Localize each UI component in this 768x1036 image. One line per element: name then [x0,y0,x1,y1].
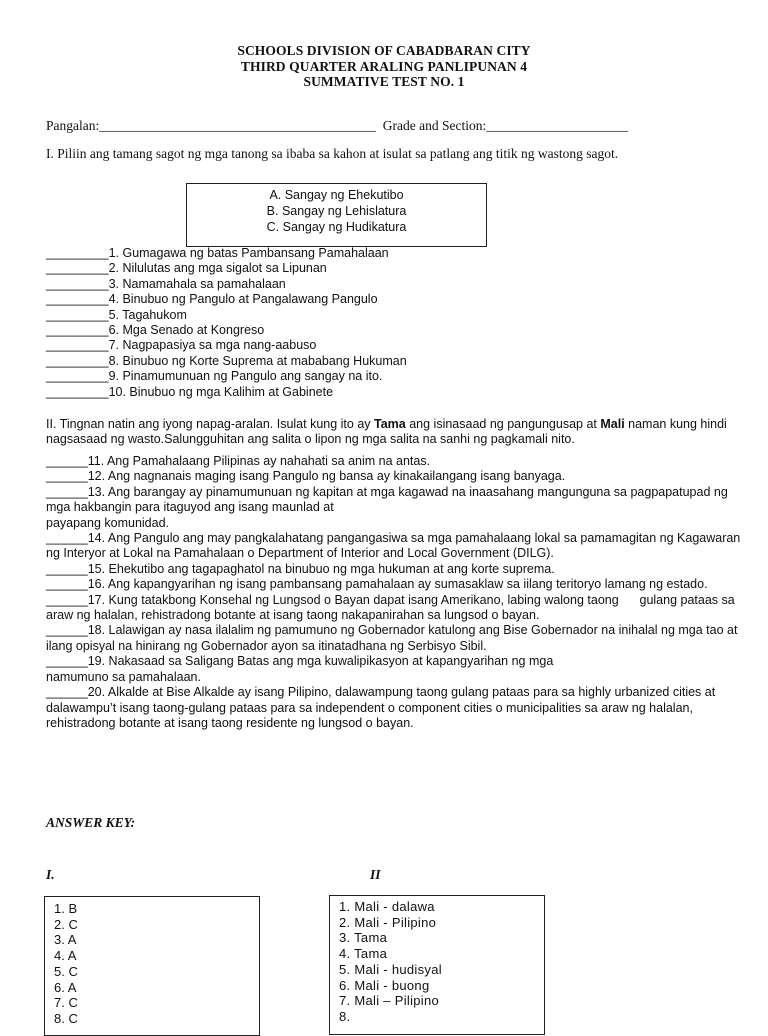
choice-a: A. Sangay ng Ehekutibo [269,188,404,202]
instruction-text-b: ang isinasaad ng pangungusap at [405,417,601,431]
answer-key-section2-label: II [370,867,381,882]
choice-c: C. Sangay ng Hudikatura [266,220,407,234]
answer-key-item: 3. Tama [339,930,388,946]
part1-item: _________7. Nagpapasiya sa mga nang-aabuso [46,338,317,353]
answer-key-box-part2 [329,895,545,1035]
part2-item: ______15. Ehekutibo ang tagapaghatol na binubuo ng mga hukuman at ang korte suprema. [46,561,555,576]
answer-key-item: 1. Mali - dalawa [339,899,435,914]
part2-instruction [46,417,736,448]
choices-box [186,183,487,247]
answer-key-title: ANSWER KEY: [46,815,136,830]
mali-keyword: Mali [600,417,625,431]
part2-item: ______14. Ang Pangulo ang may pangkalahatang pangangasiwa sa mga pamahalaang lokal sa pamamagitan ng Kagawaran ng Interyor at Lokal na Pamahalaan o Department of Interior and Local Government (DILG). [46,531,744,561]
part2-item: ______12. Ang nagnanais maging isang Pangulo ng bansa ay kinakailangang isang banyaga. [46,469,566,484]
part2-item: ______16. Ang kapangyarihan ng isang pambansang pamahalaan ay sumasaklaw sa iilang teritoryo lamang ng estado. [46,577,708,592]
part1-item: _________4. Binubuo ng Pangulo at Pangalawang Pangulo [46,292,378,307]
answer-key-item: 8. C [54,1010,78,1026]
part1-item: _________9. Pinamumunuan ng Pangulo ang sangay na ito. [46,369,383,384]
part1-instruction: I. Piliin ang tamang sagot ng mga tanong sa ibaba sa kahon at isulat sa patlang ang titik ng wastong sagot. [46,146,619,161]
answer-key-item: 6. Mali - buong [339,977,430,993]
part2-item: ______11. Ang Pamahalaang Pilipinas ay nahahati sa anim na antas. [46,454,431,468]
part2-item: ______13. Ang barangay ay pinamumunuan ng kapitan at mga kagawad na inaasahang mangunguna sa pagpapatupad ng mga hakbangin para itaguyod ang isang maunlad at payapang komunidad. [46,484,728,530]
part1-item: _________1. Gumagawa ng batas Pambansang Pamahalaan [46,246,389,260]
part1-item: _________10. Binubuo ng mga Kalihim at Gabinete [46,384,334,399]
part1-item: _________3. Namamahala sa pamahalaan [46,276,286,291]
answer-key-item: 6. A [54,979,77,995]
part2-item: ______19. Nakasaad sa Saligang Batas ang mga kuwalipikasyon at kapangyarihan ng mga namumuno sa pamahalaan. [46,654,554,684]
part1-item: _________8. Binubuo ng Korte Suprema at mababang Hukuman [46,353,407,368]
part1-items [46,246,407,400]
part1-item: _________2. Nilulutas ang mga sigalot sa Lipunan [46,261,327,276]
answer-key-item: 4. Tama [339,946,388,962]
part2-item: ______18. Lalawigan ay nasa ilalalim ng pamumuno ng Gobernador katulong ang Bise Gobernador na inihalal ng mga tao at ilang opisyal na hinirang ng Gobernador ayon sa itinatadhana ng Serbisyo Sibil. [46,623,741,653]
header-quarter: THIRD QUARTER ARALING PANLIPUNAN 4 [240,58,528,74]
answer-key-item: 2. C [54,916,78,932]
answer-key-item: 3. A [54,932,77,948]
header-test-title: SUMMATIVE TEST NO. 1 [303,74,465,89]
instruction-text-c: naman kung hindi nagsasaad ng wasto.Salungguhitan ang salita o lipon ng mga salita na sanhi ng pagkamali nito. [46,417,727,447]
answer-key-section1-label: I. [46,867,55,882]
answer-key-box-part1 [44,896,260,1036]
part2-item: ______17. Kung tatakbong Konsehal ng Lungsod o Bayan dapat isang Amerikano, labing walong taong gulang pataas sa araw ng halalan, rehistradong botante at isang taong nakapanirahan sa lungsod o bayan. [46,592,739,623]
answer-key-item: 4. A [54,948,77,964]
header-division: SCHOOLS DIVISION OF CABADBARAN CITY [237,43,531,58]
part1-item: _________5. Tagahukom [46,307,187,322]
answer-key-item: 5. C [54,963,78,979]
answer-key-item: 7. C [54,995,78,1011]
choice-b: B. Sangay ng Lehislatura [266,204,407,218]
answer-key-item: 7. Mali – Pilipino [339,993,440,1009]
document-header [0,43,768,90]
instruction-text-a: II. Tingnan natin ang iyong napag-aralan. Isulat kung ito ay [46,417,375,431]
tama-keyword: Tama [374,417,406,431]
part1-item: _________6. Mga Senado at Kongreso [46,323,265,338]
answer-key-item: 8. [339,1008,351,1024]
name-section-row: Pangalan:_________________________________________ Grade and Section:_____________________ [46,118,628,133]
answer-key-item: 5. Mali - hudisyal [339,961,442,977]
part2-item: ______20. Alkalde at Bise Alkalde ay isang Pilipino, dalawampung taong gulang pataas para sa highly urbanized cities at dalawampu’t isang taong-gulang pataas para sa independent o component cities o municipalities sa araw ng halalan, rehistradong botante at isang taong residente ng lungsod o bayan. [46,685,719,730]
part2-items [46,454,746,731]
answer-key-item: 2. Mali - Pilipino [339,914,437,930]
answer-key-item: 1. B [54,901,78,916]
